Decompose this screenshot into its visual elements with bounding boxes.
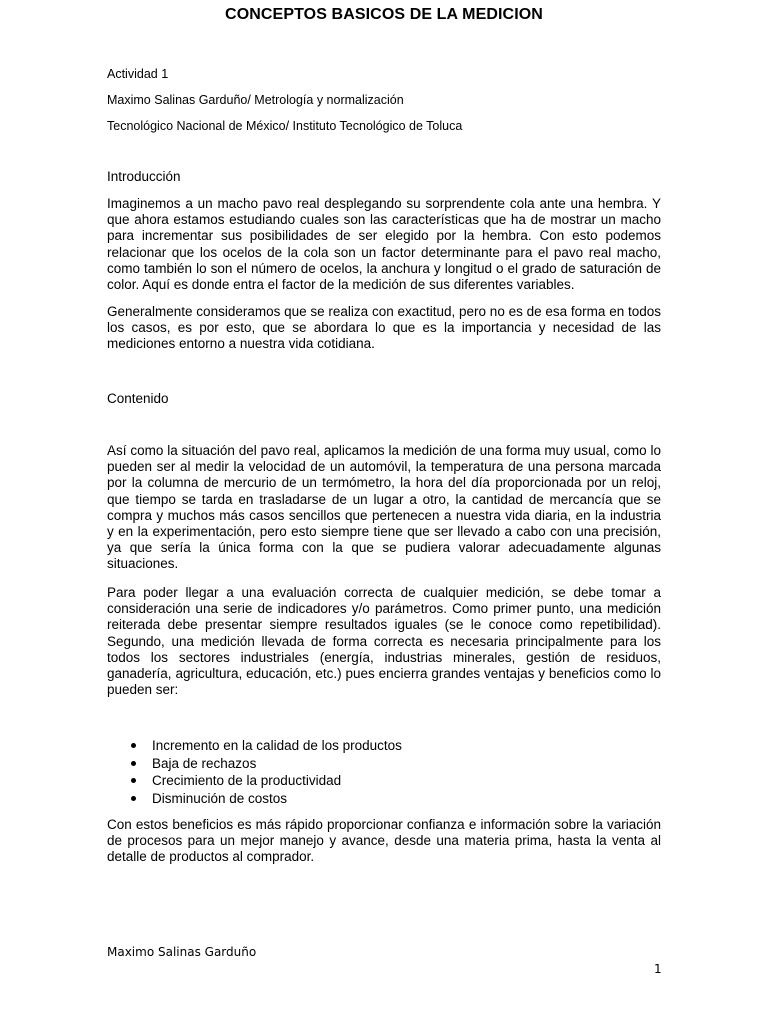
author-course-line: Maximo Salinas Garduño/ Metrología y normalización <box>107 93 404 107</box>
benefit-text: Disminución de costos <box>152 790 288 806</box>
content-heading: Contenido <box>107 391 169 406</box>
list-item <box>107 755 402 773</box>
bullet-icon <box>131 743 136 748</box>
document-title: CONCEPTOS BASICOS DE LA MEDICION <box>225 6 543 23</box>
list-item <box>107 790 402 808</box>
intro-paragraph-1: Imaginemos a un macho pavo real desplegando su sorprendente cola ante una hembra. Y que ahora estamos estudiando cuales son las características que ha de mostrar un macho para incrementar sus posibilidades de ser elegido por la hembra. Con esto podemos relacionar que los ocelos de la cola son un factor determinante para el pavo real macho, como también lo son el número de ocelos, la anchura y longitud o el grado de saturación de color. Aquí es donde entra el factor de la medición de sus diferentes variables. <box>107 196 661 293</box>
benefit-text: Incremento en la calidad de los productos <box>152 738 402 753</box>
content-paragraph-2: Para poder llegar a una evaluación correcta de cualquier medición, se debe tomar a consideración una serie de indicadores y/o parámetros. Como primer punto, una medición reiterada debe presentar siempre resultados iguales (se le conoce como repetibilidad). Segundo, una medición llevada de forma correcta es necesaria principalmente para los todos los sectores industriales (energía, industrias minerales, gestión de residuos, ganadería, agricultura, educación, etc.) pues encierra grandes ventajas y beneficios como lo pueden ser: <box>107 585 661 698</box>
list-item <box>107 737 402 755</box>
list-item <box>107 772 402 790</box>
institution-line: Tecnológico Nacional de México/ Instituto Tecnológico de Toluca <box>107 119 463 133</box>
benefit-text: Crecimiento de la productividad <box>152 773 342 788</box>
bullet-icon <box>131 796 136 801</box>
bullet-icon <box>131 778 136 783</box>
activity-label: Actividad 1 <box>107 67 169 81</box>
intro-heading: Introducción <box>107 169 181 184</box>
benefits-list <box>107 737 402 807</box>
benefit-text: Baja de rechazos <box>152 755 257 771</box>
footer-author: Maximo Salinas Garduño <box>107 945 257 959</box>
bullet-icon <box>131 761 136 766</box>
content-paragraph-1: Así como la situación del pavo real, aplicamos la medición de una forma muy usual, como lo pueden ser al medir la velocidad de un automóvil, la temperatura de una persona marcada por la columna de mercurio de un termómetro, la hora del día proporcionada por un reloj, que tiempo se tarda en trasladarse de un lugar a otro, la cantidad de mercancía que se compra y muchos más casos sencillos que pertenecen a nuestra vida diaria, en la industria y en la experimentación, pero esto siempre tiene que ser llevado a cabo con una precisión, ya que sería la única forma con la que se pudiera valorar adecuadamente algunas situaciones. <box>107 443 661 572</box>
intro-paragraph-2: Generalmente consideramos que se realiza con exactitud, pero no es de esa forma en todos los casos, es por esto, que se abordara lo que es la importancia y necesidad de las mediciones entorno a nuestra vida cotidiana. <box>107 304 661 352</box>
closing-paragraph: Con estos beneficios es más rápido proporcionar confianza e información sobre la variación de procesos para un mejor manejo y avance, desde una materia prima, hasta la venta al detalle de productos al comprador. <box>107 817 661 865</box>
page-number: 1 <box>654 962 662 976</box>
